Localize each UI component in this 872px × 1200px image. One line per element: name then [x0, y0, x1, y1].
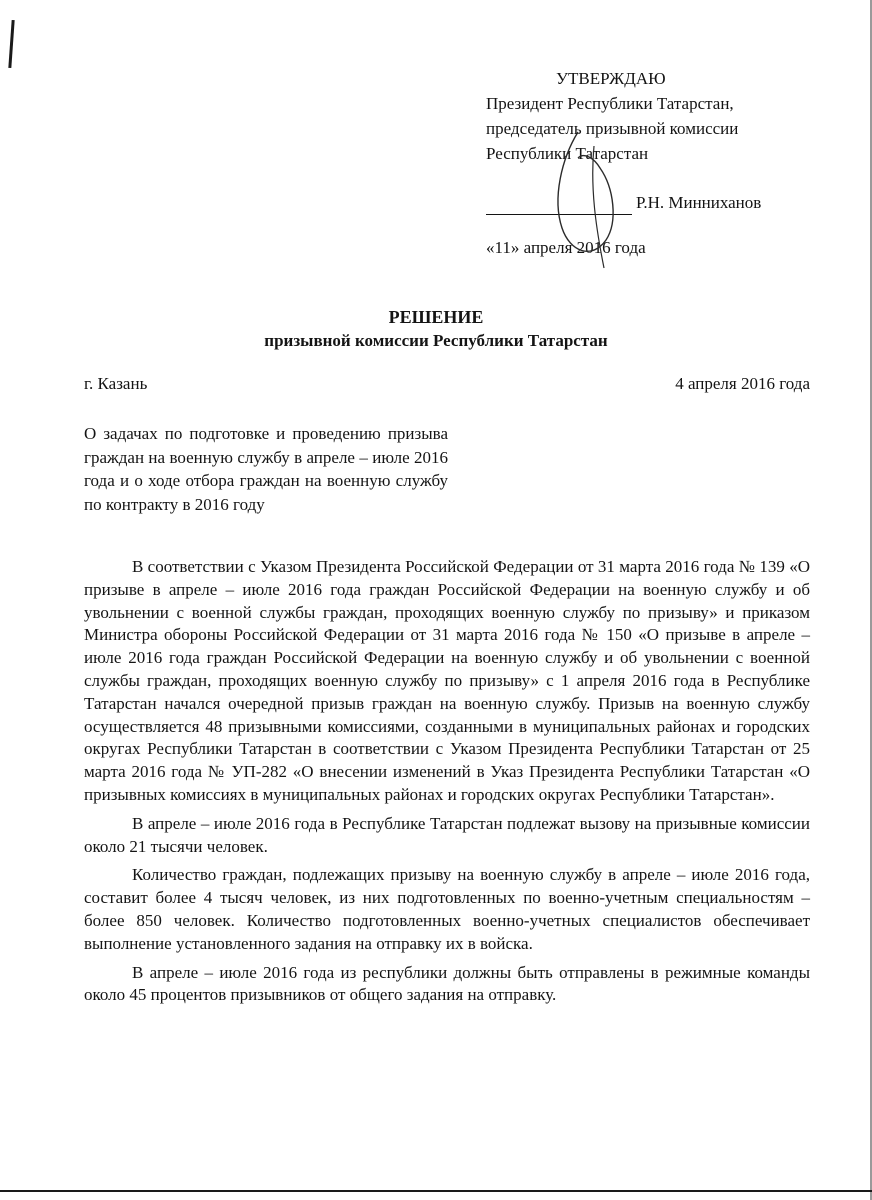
body-paragraph: В соответствии с Указом Президента Российской Федерации от 31 марта 2016 года № 139 «О призыве в апреле – июле 2016 года граждан Российской Федерации на военную службу и об увольнении с военной службы граждан, проходящих военную службу по призыву» и приказом Министра обороны Российской Федерации от 31 марта 2016 года № 150 «О призыве в апреле – июле 2016 года граждан Российской Федерации на военную службу и об увольнении с военной службы граждан, проходящих военную службу по призыву» с 1 апреля 2016 года в Республике Татарстан начался очередной призыв граждан на военную службу. Призыв на военную службу осуществляется 48 призывными комиссиями, созданными в муниципальных районах и городских округах Республики Татарстан в соответствии с Указом Президента Республики Татарстан от 25 марта 2016 года № УП-282 «О внесении изменений в Указ Президента Республики Татарстан «О призывных комиссиях в муниципальных районах и городских округах Республики Татарстан».	[84, 557, 810, 804]
handwritten-signature	[548, 128, 658, 278]
body-paragraph: Количество граждан, подлежащих призыву на военную службу в апреле – июле 2016 года, составит более 4 тысяч человек, из них подготовленных по военно-учетным специальностям – более 850 человек. Количество подготовленных военно-учетных специалистов обеспечивает выполнение установленного задания на отправку их в войска.	[84, 865, 810, 953]
document-body	[84, 556, 810, 1013]
signatory-name: Р.Н. Минниханов	[636, 193, 762, 212]
approval-date: «11» апреля 2016 года	[486, 238, 646, 257]
approval-title: УТВЕРЖДАЮ	[556, 69, 666, 88]
body-paragraph: В апреле – июле 2016 года из республики должны быть отправлены в режимные команды около 45 процентов призывников от общего задания на отправку.	[84, 962, 810, 1005]
scan-mark	[8, 20, 14, 68]
document-title-block	[0, 305, 872, 353]
scan-edge-bottom	[0, 1190, 872, 1192]
document-subject: О задачах по подготовке и проведению призыва граждан на военную службу в апреле – июле 2016 года и о ходе отбора граждан на военную службу по контракту в 2016 году	[84, 424, 448, 514]
document-place: г. Казань	[84, 374, 148, 393]
approval-line: Республики Татарстан	[486, 144, 649, 163]
document-date: 4 апреля 2016 года	[675, 374, 810, 393]
body-paragraph: В апреле – июле 2016 года в Республике Татарстан подлежат вызову на призывные комиссии около 21 тысячи человек.	[84, 813, 810, 856]
approval-line: председатель призывной комиссии	[486, 119, 739, 138]
approval-line: Президент Республики Татарстан,	[486, 94, 734, 113]
document-subtitle: призывной комиссии Республики Татарстан	[264, 331, 608, 350]
document-title: РЕШЕНИЕ	[388, 307, 484, 327]
